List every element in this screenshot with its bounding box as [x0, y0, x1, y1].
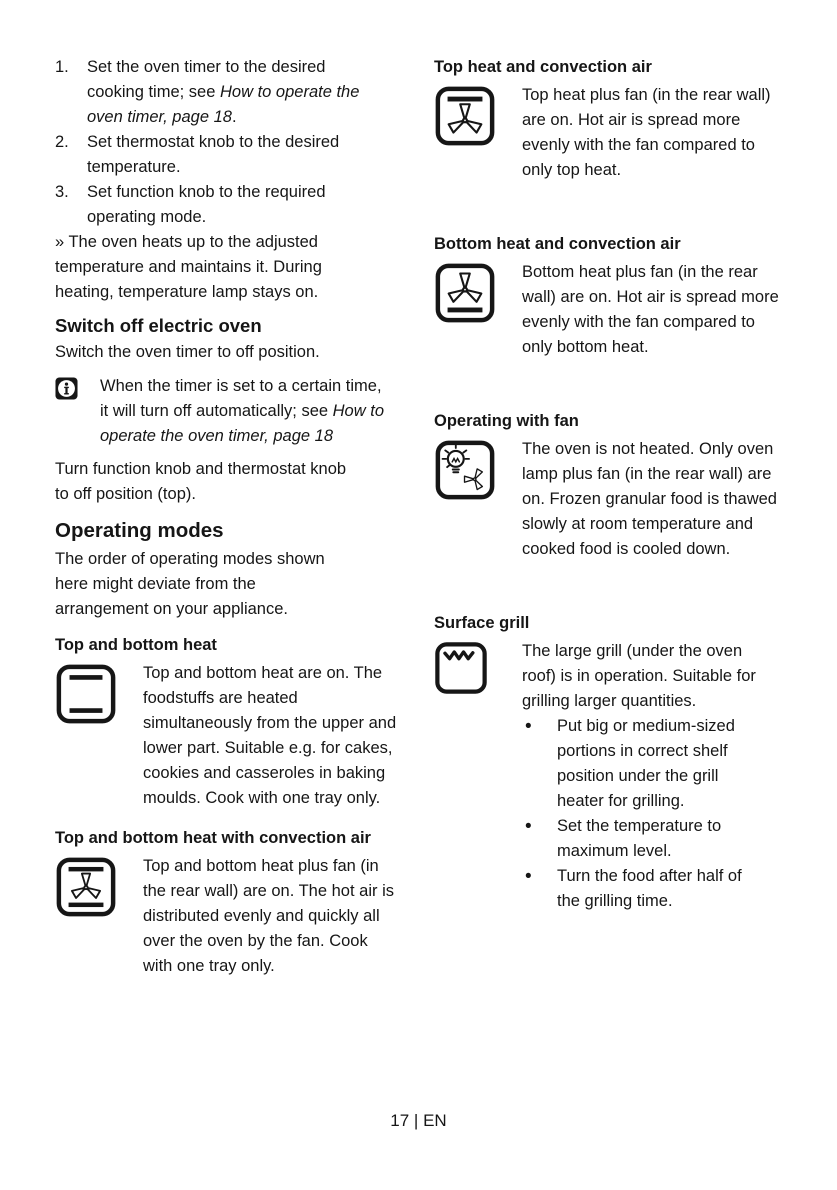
step-item	[55, 55, 433, 130]
note-text-italic: How to operate the oven timer, page 18	[100, 402, 384, 445]
right-column	[434, 55, 816, 914]
mode-title: Top and bottom heat	[55, 636, 217, 654]
oven-top-heat-fan-icon	[434, 83, 522, 183]
mode-description: Bottom heat plus fan (in the rear wall) are on. Hot air is spread more evenly with the fan compared to only bottom heat.	[522, 263, 779, 356]
step-number: 2.	[55, 133, 69, 151]
mode-body	[55, 661, 433, 811]
mode-description: Top and bottom heat are on. The foodstuffs are heated simultaneously from the upper and lower part. Suitable e.g. for cakes, cookies and casseroles in baking moulds. Cook with one tray only.	[143, 664, 397, 807]
mode-body	[434, 437, 816, 562]
mode-description: The oven is not heated. Only oven lamp plus fan (in the rear wall) are on. Frozen granular food is thawed slowly at room temperature and cooked food is cooled down.	[522, 440, 777, 558]
mode-section-top-heat-convection	[434, 57, 816, 183]
mode-section-bottom-heat-convection	[434, 234, 816, 360]
mode-section-top-bottom-heat-convection	[55, 828, 433, 979]
step-item	[55, 180, 433, 230]
oven-lamp-fan-icon	[434, 437, 522, 562]
mode-body	[434, 83, 816, 183]
step-text	[87, 130, 379, 180]
mode-title: Top and bottom heat with convection air	[55, 829, 371, 847]
grill-bullet-text: Turn the food after half of the grilling time.	[557, 867, 742, 910]
mode-section-operating-with-fan	[434, 411, 816, 562]
operating-modes-intro: The order of operating modes shown here might deviate from the arrangement on your appliance.	[55, 550, 325, 618]
mode-description: Top heat plus fan (in the rear wall) are on. Hot air is spread more evenly with the fan compared to only top heat.	[522, 86, 771, 179]
oven-top-bottom-heat-icon	[55, 661, 143, 811]
step-text	[87, 55, 379, 130]
info-icon	[55, 374, 100, 449]
mode-section-top-bottom-heat	[55, 635, 433, 811]
step-number: 1.	[55, 58, 69, 76]
mode-body	[434, 639, 816, 914]
result-text: » The oven heats up to the adjusted temperature and maintains it. During heating, temperature lamp stays on.	[55, 233, 322, 301]
grill-bullet-item	[522, 714, 757, 814]
steps-list	[55, 55, 433, 230]
grill-bullet-text: Set the temperature to maximum level.	[557, 817, 722, 860]
switch-off-text: Switch the oven timer to off position.	[55, 343, 320, 361]
turn-knob-text: Turn function knob and thermostat knob to off position (top).	[55, 460, 347, 503]
grill-bullet-text: Put big or medium-sized portions in correct shelf position under the grill heater for grilling.	[557, 717, 735, 810]
grill-bullet-item	[522, 814, 757, 864]
page-footer: 17 | EN	[390, 1111, 447, 1130]
mode-body	[55, 854, 433, 979]
oven-top-bottom-heat-fan-icon	[55, 854, 143, 979]
left-column	[55, 55, 433, 979]
step-text-part: Set function knob to the required operating mode.	[87, 183, 326, 226]
grill-bullet-list	[522, 714, 780, 914]
step-item	[55, 130, 433, 180]
step-number: 3.	[55, 183, 69, 201]
mode-description-block	[522, 639, 780, 914]
oven-bottom-heat-fan-icon	[434, 260, 522, 360]
oven-surface-grill-icon	[434, 639, 522, 914]
operating-modes-heading: Operating modes	[55, 519, 224, 542]
mode-description: Top and bottom heat plus fan (in the rear wall) are on. The hot air is distributed evenly and quickly all over the oven by the fan. Cook with one tray only.	[143, 857, 394, 975]
mode-title: Bottom heat and convection air	[434, 235, 681, 253]
mode-description: The large grill (under the oven roof) is in operation. Suitable for grilling larger quantities.	[522, 642, 756, 710]
mode-title: Top heat and convection air	[434, 58, 652, 76]
step-text-part: Set the oven timer to the desired cooking time; see	[87, 58, 326, 101]
switch-off-heading: Switch off electric oven	[55, 315, 262, 336]
info-note	[55, 374, 433, 449]
note-text-part: When the timer is set to a certain time, it will turn off automatically; see	[100, 377, 382, 420]
step-text-italic: How to operate the oven timer, page 18	[87, 83, 360, 126]
step-text	[87, 180, 379, 230]
mode-title: Operating with fan	[434, 412, 579, 430]
mode-title: Surface grill	[434, 614, 530, 632]
mode-body	[434, 260, 816, 360]
grill-bullet-item	[522, 864, 757, 914]
mode-section-surface-grill	[434, 613, 816, 914]
step-text-part: Set thermostat knob to the desired temperature.	[87, 133, 340, 176]
note-text	[100, 374, 392, 449]
step-text-part: .	[231, 108, 237, 126]
